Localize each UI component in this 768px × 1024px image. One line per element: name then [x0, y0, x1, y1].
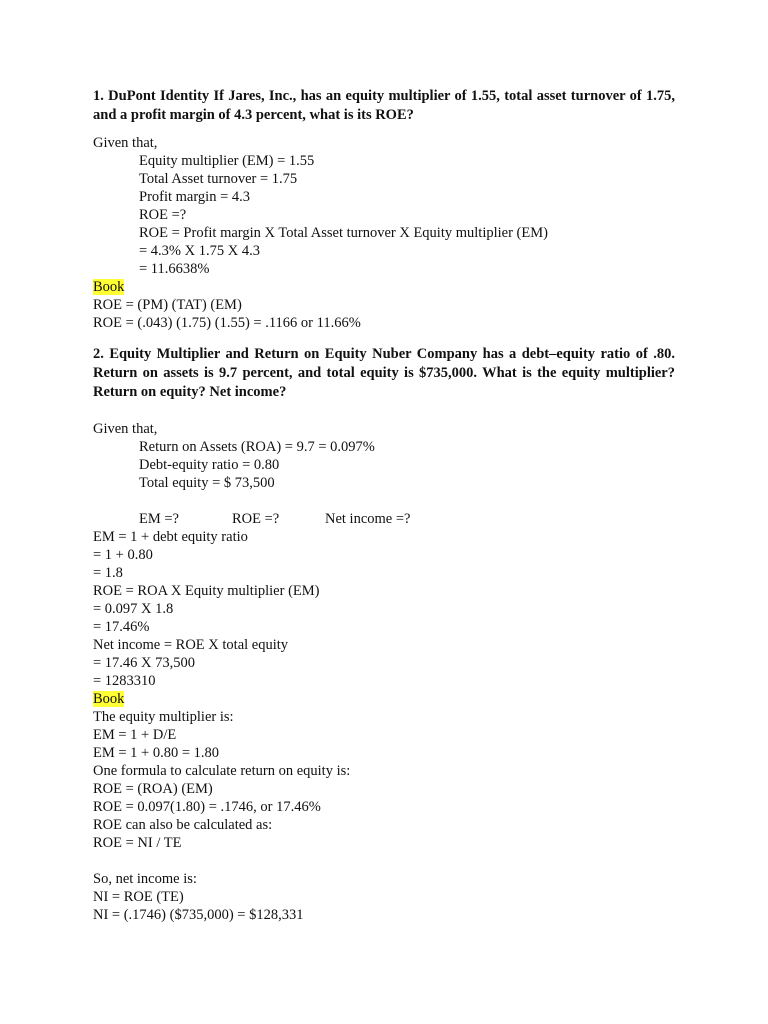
q1-book-line: ROE = (.043) (1.75) (1.55) = .1166 or 11.66% [93, 315, 361, 331]
q1-given-label: Given that, [93, 135, 158, 151]
q1-given-line: ROE = Profit margin X Total Asset turnover X Equity multiplier (EM) [139, 225, 548, 241]
q2-given-line: Debt-equity ratio = 0.80 [139, 457, 280, 473]
question-1: 1. DuPont Identity If Jares, Inc., has an equity multiplier of 1.55, total asset turnover of 1.75, and a profit margin of 4.3 percent, what is its ROE? [93, 88, 675, 123]
q2-work-line: = 1.8 [93, 565, 123, 581]
q2-unknown-em: EM =? [139, 511, 179, 527]
q2-book-line: One formula to calculate return on equity is: [93, 763, 351, 779]
q2-given-line: Return on Assets (ROA) = 9.7 = 0.097% [139, 439, 375, 455]
q2-book-line-2: NI = ROE (TE) [93, 889, 184, 905]
q1-given-line: Equity multiplier (EM) = 1.55 [139, 153, 315, 169]
q2-work-line: = 17.46% [93, 619, 150, 635]
q1-book-row [93, 278, 675, 296]
q1-given-line: Profit margin = 4.3 [139, 189, 251, 205]
q2-given-line: Total equity = $ 73,500 [139, 475, 275, 491]
q2-unknowns-row [93, 510, 675, 528]
q2-work-line: = 0.097 X 1.8 [93, 601, 174, 617]
q1-given-line: = 11.6638% [139, 261, 210, 277]
q2-work-line: = 1 + 0.80 [93, 547, 153, 563]
q2-unknown-ni: Net income =? [325, 511, 411, 527]
q2-work-line: = 17.46 X 73,500 [93, 655, 196, 671]
spacer [93, 852, 675, 870]
q2-work-line: EM = 1 + debt equity ratio [93, 529, 248, 545]
q2-book-line: EM = 1 + 0.80 = 1.80 [93, 745, 220, 761]
q2-book-line: ROE can also be calculated as: [93, 817, 273, 833]
q2-book-line: ROE = NI / TE [93, 835, 182, 851]
q2-book-line-2: NI = (.1746) ($735,000) = $128,331 [93, 907, 304, 923]
q2-book-line: EM = 1 + D/E [93, 727, 177, 743]
q2-work-line: Net income = ROE X total equity [93, 637, 289, 653]
question-2: 2. Equity Multiplier and Return on Equity Nuber Company has a debt–equity ratio of .80. Return on assets is 9.7 percent, and total equity is $735,000. What is the equity multiplier? Return on equity? Net income? [93, 346, 675, 400]
document-page [93, 87, 675, 924]
q2-book-line: The equity multiplier is: [93, 709, 234, 725]
spacer [93, 402, 675, 420]
q2-unknown-roe: ROE =? [232, 511, 280, 527]
q2-book-label: Book [93, 691, 125, 707]
q2-book-line-2: So, net income is: [93, 871, 197, 887]
q1-book-label: Book [93, 279, 125, 295]
q2-book-line: ROE = 0.097(1.80) = .1746, or 17.46% [93, 799, 321, 815]
spacer [93, 492, 675, 510]
q2-work-line: ROE = ROA X Equity multiplier (EM) [93, 583, 320, 599]
q1-given-line: ROE =? [139, 207, 187, 223]
q1-book-line: ROE = (PM) (TAT) (EM) [93, 297, 242, 313]
q1-given-line: = 4.3% X 1.75 X 4.3 [139, 243, 260, 259]
q2-book-row [93, 690, 675, 708]
q2-work-line: = 1283310 [93, 673, 156, 689]
q2-book-line: ROE = (ROA) (EM) [93, 781, 213, 797]
q1-given-line: Total Asset turnover = 1.75 [139, 171, 298, 187]
q2-given-label: Given that, [93, 421, 158, 437]
